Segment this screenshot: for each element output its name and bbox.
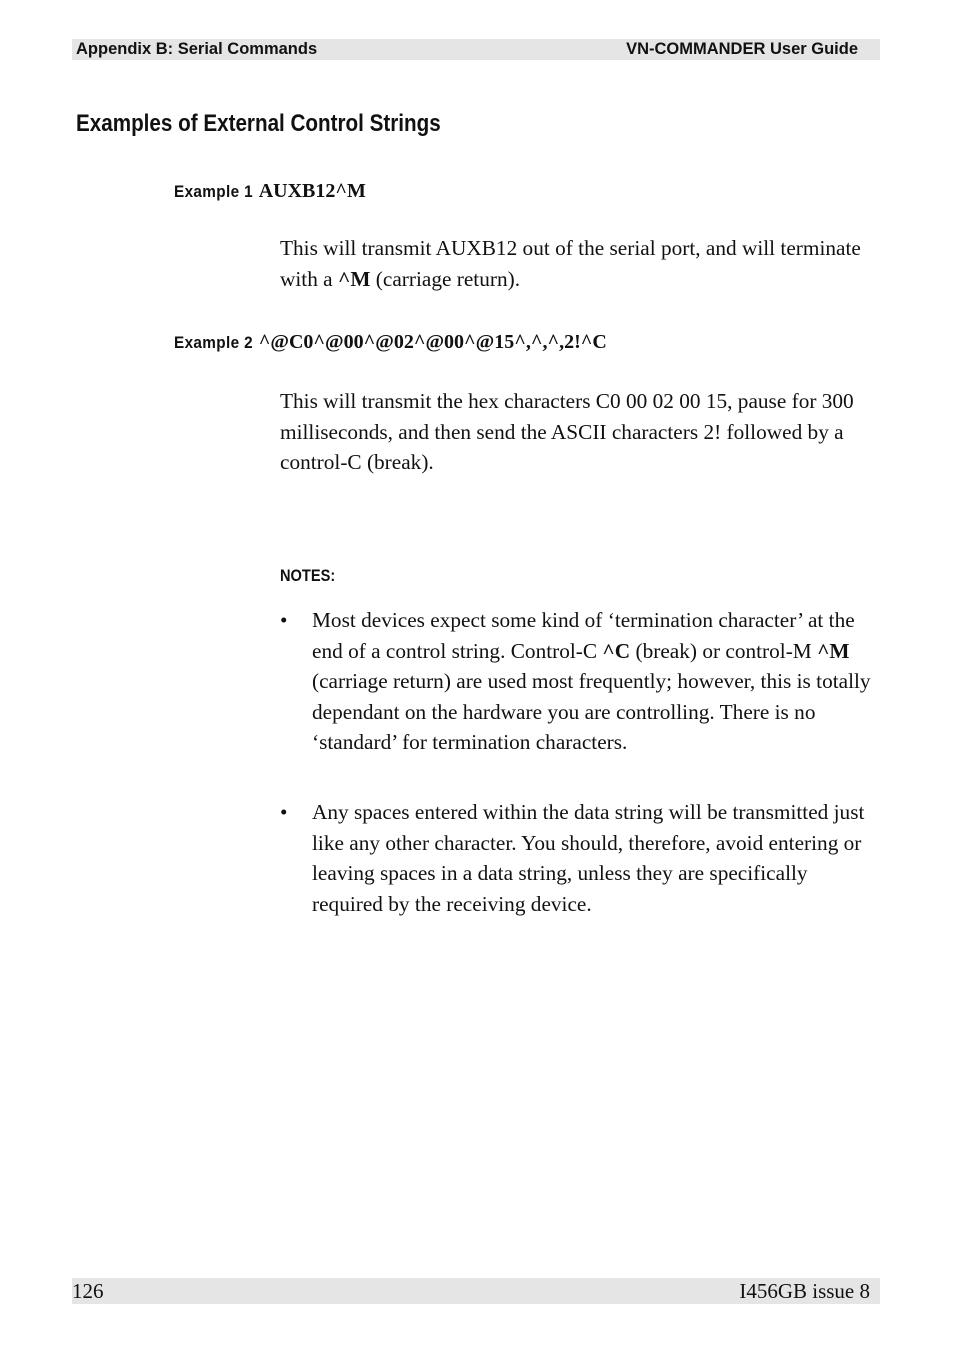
note-1-text-d: (carriage return) are used most frequently; however, this is totally dependant on the hardware you are controlling. There is no ‘standard’ for termination characters. (312, 669, 871, 754)
header-guide-title: VN-COMMANDER User Guide (626, 40, 858, 58)
bullet-icon: • (280, 608, 288, 632)
example-2-label: Example 2 (174, 333, 253, 352)
example-1-desc-text: This will transmit AUXB12 out of the serial port, and will terminate with a (280, 236, 861, 291)
notes-heading: NOTES: (280, 566, 336, 585)
example-1-heading (174, 178, 366, 205)
note-1-bold-m: ^M (817, 638, 850, 663)
note-1-text-c: (break) or control-M (630, 638, 818, 663)
page-number: 126 (72, 1279, 104, 1303)
section-title: Examples of External Control Strings (76, 110, 441, 137)
example-1-desc-bold: ^M (337, 266, 371, 291)
example-2-description: This will transmit the hex characters C0 00 02 00 15, pause for 300 milliseconds, and then send the ASCII characters 2! followed by a control-C (break). (280, 389, 854, 474)
page-header (72, 39, 880, 60)
example-1-label: Example 1 (174, 182, 253, 201)
note-item-1 (280, 605, 880, 758)
example-1-description (280, 233, 880, 294)
example-2-code: ^@C0^@00^@02^@00^@15^,^,^,2!^C (258, 331, 607, 353)
example-1-code: AUXB12^M (258, 180, 366, 202)
note-item-2 (280, 797, 880, 919)
page-footer (72, 1278, 880, 1304)
document-id: I456GB issue 8 (739, 1279, 870, 1303)
example-1-desc-text-end: (carriage return). (370, 266, 521, 291)
note-item-1-text (312, 605, 872, 758)
note-1-text-a: Most devices expect some kind of ‘termination character’ at the end of a control string. Control-C (312, 608, 855, 663)
note-item-2-text: Any spaces entered within the data string will be transmitted just like any other character. You should, therefore, avoid entering or leaving spaces in a data string, unless they are specifically required by the receiving device. (312, 800, 865, 916)
example-2-heading (174, 329, 607, 356)
bullet-icon: • (280, 800, 288, 824)
header-chapter: Appendix B: Serial Commands (76, 40, 318, 58)
note-1-bold-c: ^C (602, 638, 631, 663)
